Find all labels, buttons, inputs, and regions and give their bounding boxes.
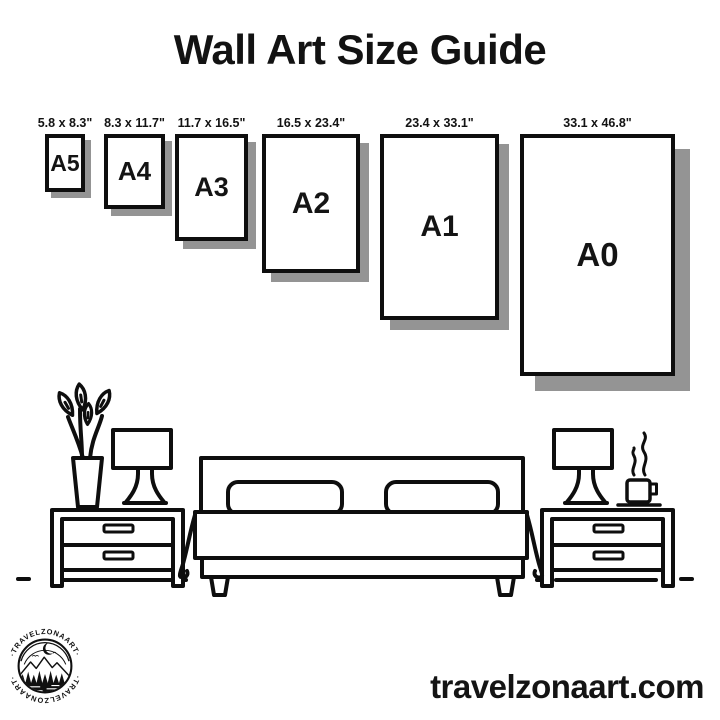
pillow-left [228,482,342,514]
nightstand-left-icon [52,510,183,586]
size-item-a5 [37,115,93,192]
logo-arc-text-bottom: ·TRAVELZONAART· [7,674,83,706]
dimension-label-a5: 5.8 x 8.3" [37,116,93,130]
pine-trees [19,671,65,685]
paper-a4 [104,134,165,209]
size-name-a2: A2 [291,186,331,220]
size-name-a0: A0 [576,236,619,273]
brand-logo [5,626,85,706]
paper-a5 [45,134,85,192]
dimension-label-a2: 16.5 x 23.4" [276,116,346,130]
moon-icon [43,643,53,655]
website-url: travelzonaart.com [430,668,704,705]
size-name-a5: A5 [50,149,80,176]
paper-a0 [520,134,675,376]
bed-base [202,558,523,577]
paper-a1 [380,134,499,320]
page-title: Wall Art Size Guide [173,26,547,73]
dimension-label-a1: 23.4 x 33.1" [405,116,474,130]
nightstand-right-icon [542,510,673,586]
bird-icon [32,655,38,656]
paper-a2 [262,134,360,273]
bed-icon [180,458,542,595]
plant-vase-icon [56,383,113,507]
size-item-a4 [104,115,165,209]
size-item-a1 [380,115,499,320]
size-name-a4: A4 [117,156,152,186]
dimension-label-a4: 8.3 x 11.7" [104,116,165,130]
pillow-right [386,482,498,514]
dimension-label-a0: 33.1 x 46.8" [563,116,632,130]
dimension-label-a3: 11.7 x 16.5" [177,116,246,130]
size-item-a2 [262,115,360,273]
size-name-a3: A3 [194,172,229,202]
paper-a3 [175,134,248,241]
floor-line [18,579,692,580]
bed-leg-right [497,577,514,595]
size-item-a3 [175,115,248,241]
lamp-right-icon [554,430,612,503]
lamp-left-icon [113,430,171,503]
bed-leg-left [211,577,228,595]
logo-arc-text-top: ·TRAVELZONAART· [7,626,83,658]
size-item-a0 [520,115,675,376]
size-name-a1: A1 [420,210,459,243]
bedroom-illustration [0,380,720,620]
coffee-cup-icon [618,433,660,505]
sheet-drape-right [527,515,542,578]
mattress [195,512,527,558]
